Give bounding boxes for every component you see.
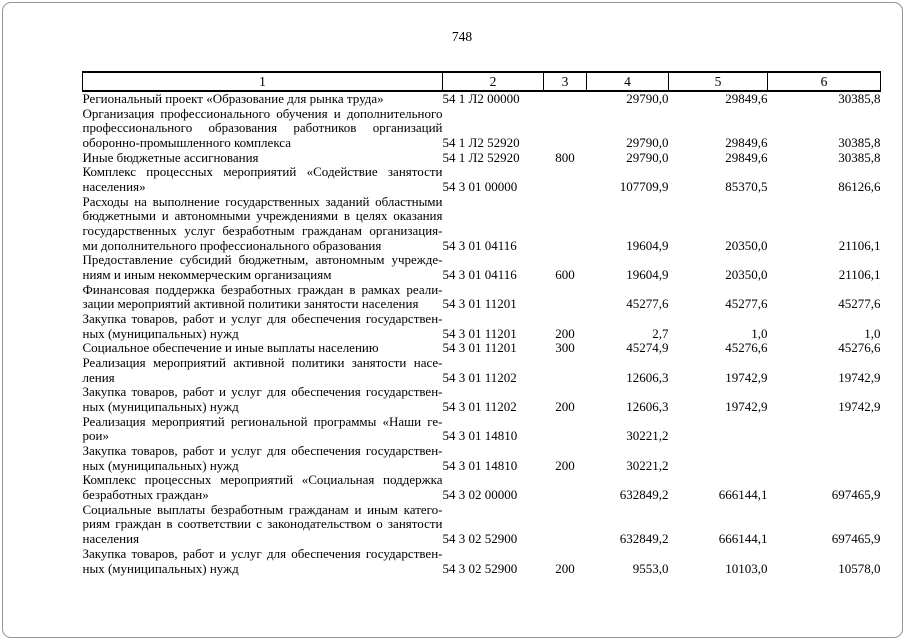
column-header-cell: 4 bbox=[587, 72, 669, 91]
row-amount-year3-cell: 19742,9 bbox=[838, 399, 881, 415]
row-code-cell: 54 3 01 11201 bbox=[442, 325, 517, 341]
row-amount-year1-cell: 2,7 bbox=[652, 325, 669, 341]
row-group-cell: 800 bbox=[555, 149, 575, 165]
row-name-line: Региональный проект «Образование для рынка труда» bbox=[82, 91, 384, 106]
row-code-cell: 54 3 02 00000 bbox=[442, 487, 518, 503]
row-code-cell: 54 3 01 00000 bbox=[442, 179, 518, 195]
row-name-line: ниям и иным некоммерческим организациям bbox=[82, 267, 332, 283]
row-name-line: профессионального образования работников организаций bbox=[82, 120, 443, 136]
row-name-line: Закупка товаров, работ и услуг для обеспечения государствен- bbox=[82, 384, 443, 400]
row-amount-year1-cell: 12606,3 bbox=[626, 399, 669, 415]
table-row bbox=[83, 107, 881, 151]
row-group-cell: 600 bbox=[555, 267, 575, 283]
row-amount-year2-cell: 45276,6 bbox=[725, 340, 768, 356]
table-header bbox=[83, 72, 881, 91]
row-code-cell: 54 3 02 52900 bbox=[442, 531, 518, 547]
table-row bbox=[83, 547, 881, 576]
budget-table bbox=[82, 71, 881, 576]
row-amount-year3-cell bbox=[768, 415, 881, 444]
row-code-cell: 54 3 01 14810 bbox=[442, 457, 518, 473]
row-name-line: Предоставление субсидий бюджетным, автономным учрежде- bbox=[82, 252, 443, 268]
row-amount-year2-cell: 19742,9 bbox=[725, 399, 768, 415]
row-name-line: Комплекс процессных мероприятий «Содействие занятости bbox=[82, 164, 443, 180]
row-name-cell bbox=[83, 503, 443, 547]
row-amount-year1-cell: 45277,6 bbox=[626, 296, 669, 312]
row-amount-year2-cell bbox=[669, 415, 768, 444]
row-group-cell bbox=[544, 165, 587, 194]
row-amount-year2-cell bbox=[669, 444, 768, 473]
row-amount-year1-cell: 19604,9 bbox=[626, 267, 669, 283]
page-number: 748 bbox=[451, 29, 473, 44]
row-name-cell bbox=[83, 415, 443, 444]
table-row bbox=[83, 151, 881, 166]
row-amount-year3-cell: 45277,6 bbox=[838, 296, 881, 312]
row-group-cell: 200 bbox=[555, 325, 575, 341]
row-group-cell bbox=[544, 195, 587, 254]
row-name-line: ных (муниципальных) нужд bbox=[82, 457, 239, 473]
row-code-cell: 54 3 02 52900 bbox=[442, 560, 518, 576]
row-name-line: ных (муниципальных) нужд bbox=[82, 399, 239, 415]
row-name-line: Реализация мероприятий активной политики занятости насе- bbox=[82, 355, 443, 371]
row-amount-year3-cell: 1,0 bbox=[864, 325, 881, 341]
row-name-line: Организация профессионального обучения и дополнительного bbox=[82, 105, 443, 121]
row-group-cell bbox=[544, 91, 587, 107]
row-code-cell: 54 3 01 14810 bbox=[442, 428, 518, 444]
column-header-cell: 3 bbox=[544, 72, 587, 91]
row-amount-year2-cell: 29849,6 bbox=[725, 149, 768, 165]
row-amount-year3-cell: 86126,6 bbox=[838, 179, 881, 195]
row-amount-year2-cell: 10103,0 bbox=[725, 560, 768, 576]
row-name-cell bbox=[83, 341, 443, 356]
row-amount-year1-cell: 19604,9 bbox=[626, 237, 669, 253]
table-row bbox=[83, 473, 881, 502]
row-code-cell: 54 1 Л2 00000 bbox=[442, 91, 520, 106]
row-name-line: зации мероприятий активной политики занятости населения bbox=[82, 296, 419, 312]
row-code-cell: 54 3 01 11202 bbox=[442, 399, 517, 415]
row-amount-year3-cell bbox=[768, 444, 881, 473]
row-name-line: Социальные выплаты безработным гражданам и иным катего- bbox=[82, 501, 443, 517]
row-amount-year3-cell: 697465,9 bbox=[831, 531, 881, 547]
row-amount-year2-cell: 1,0 bbox=[751, 325, 768, 341]
row-name-line: населения bbox=[82, 531, 140, 547]
row-group-cell bbox=[544, 415, 587, 444]
row-name-cell bbox=[83, 107, 443, 151]
row-group-cell bbox=[544, 107, 587, 151]
row-name-line: ми дополнительного профессионального образования bbox=[82, 237, 382, 253]
row-name-cell bbox=[83, 312, 443, 341]
row-name-line: государственных услуг безработным гражданам организация- bbox=[82, 223, 443, 239]
row-amount-year2-cell: 29849,6 bbox=[725, 91, 768, 106]
row-code-cell: 54 3 01 04116 bbox=[442, 237, 517, 253]
table-row bbox=[83, 283, 881, 312]
row-name-line: ных (муниципальных) нужд bbox=[82, 325, 239, 341]
column-header-cell: 6 bbox=[768, 72, 881, 91]
row-amount-year2-cell: 20350,0 bbox=[725, 237, 768, 253]
row-name-line: Расходы на выполнение государственных заданий областными bbox=[82, 193, 443, 209]
row-amount-year1-cell: 29790,0 bbox=[626, 149, 669, 165]
row-amount-year3-cell: 697465,9 bbox=[831, 487, 881, 503]
row-amount-year3-cell: 19742,9 bbox=[838, 369, 881, 385]
row-amount-year1-cell: 30221,2 bbox=[626, 428, 669, 444]
row-amount-year1-cell: 107709,9 bbox=[619, 179, 669, 195]
row-amount-year2-cell: 45277,6 bbox=[725, 296, 768, 312]
row-amount-year3-cell: 30385,8 bbox=[838, 149, 881, 165]
row-name-line: населения» bbox=[82, 179, 146, 195]
row-name-cell bbox=[83, 444, 443, 473]
row-name-cell bbox=[83, 473, 443, 502]
row-code-cell: 54 3 01 11201 bbox=[442, 296, 517, 312]
row-name-line: Финансовая поддержка безработных граждан в рамках реали- bbox=[82, 281, 443, 297]
row-amount-year3-cell: 30385,8 bbox=[838, 135, 881, 151]
row-name-line: ления bbox=[82, 369, 115, 385]
row-amount-year2-cell: 85370,5 bbox=[725, 179, 768, 195]
row-name-line: Закупка товаров, работ и услуг для обеспечения государствен- bbox=[82, 443, 443, 459]
row-name-cell bbox=[83, 165, 443, 194]
table-row bbox=[83, 356, 881, 385]
row-amount-year1-cell: 29790,0 bbox=[626, 91, 669, 106]
table-header-row bbox=[83, 72, 881, 91]
row-amount-year3-cell: 10578,0 bbox=[838, 560, 881, 576]
row-name-line: Реализация мероприятий региональной программы «Наши ге- bbox=[82, 413, 443, 429]
row-name-line: ных (муниципальных) нужд bbox=[82, 560, 239, 576]
row-name-line: бюджетными и автономными учреждениями в целях оказания bbox=[82, 208, 443, 224]
row-code-cell: 54 1 Л2 52920 bbox=[442, 149, 520, 165]
row-amount-year3-cell: 21106,1 bbox=[838, 267, 881, 283]
row-amount-year1-cell: 9553,0 bbox=[632, 560, 669, 576]
row-name-line: рои» bbox=[82, 428, 109, 444]
row-group-cell bbox=[544, 473, 587, 502]
row-name-cell bbox=[83, 253, 443, 282]
row-name-cell bbox=[83, 91, 443, 107]
row-name-line: безработных граждан» bbox=[82, 487, 209, 503]
row-amount-year2-cell: 29849,6 bbox=[725, 135, 768, 151]
row-group-cell: 200 bbox=[555, 399, 575, 415]
table-row bbox=[83, 165, 881, 194]
row-name-line: Социальное обеспечение и иные выплаты населению bbox=[82, 340, 379, 356]
row-name-line: Комплекс процессных мероприятий «Социальная поддержка bbox=[82, 472, 443, 488]
row-amount-year2-cell: 20350,0 bbox=[725, 267, 768, 283]
row-group-cell bbox=[544, 503, 587, 547]
table-row bbox=[83, 91, 881, 107]
column-header-cell: 1 bbox=[83, 72, 443, 91]
table-row bbox=[83, 341, 881, 356]
row-amount-year2-cell: 19742,9 bbox=[725, 369, 768, 385]
row-group-cell bbox=[544, 283, 587, 312]
row-amount-year1-cell: 12606,3 bbox=[626, 369, 669, 385]
row-group-cell bbox=[544, 356, 587, 385]
row-name-line: Иные бюджетные ассигнования bbox=[82, 149, 259, 165]
table-row bbox=[83, 415, 881, 444]
row-name-cell bbox=[83, 547, 443, 576]
row-amount-year1-cell: 632849,2 bbox=[619, 531, 669, 547]
row-amount-year1-cell: 45274,9 bbox=[626, 340, 669, 356]
row-name-cell bbox=[83, 151, 443, 166]
row-amount-year3-cell: 30385,8 bbox=[838, 91, 881, 106]
row-amount-year1-cell: 30221,2 bbox=[626, 457, 669, 473]
row-amount-year2-cell: 666144,1 bbox=[718, 487, 768, 503]
row-amount-year3-cell: 21106,1 bbox=[838, 237, 881, 253]
table-row bbox=[83, 444, 881, 473]
row-name-cell bbox=[83, 356, 443, 385]
row-name-cell bbox=[83, 385, 443, 414]
row-name-line: Закупка товаров, работ и услуг для обеспечения государствен- bbox=[82, 311, 443, 327]
row-amount-year2-cell: 666144,1 bbox=[718, 531, 768, 547]
column-header-cell: 2 bbox=[443, 72, 544, 91]
table-row bbox=[83, 385, 881, 414]
table-row bbox=[83, 312, 881, 341]
table-row bbox=[83, 503, 881, 547]
row-name-cell bbox=[83, 195, 443, 254]
row-code-cell: 54 3 01 11201 bbox=[442, 340, 517, 356]
row-code-cell: 54 1 Л2 52920 bbox=[442, 135, 520, 151]
table-row bbox=[83, 253, 881, 282]
column-header-cell: 5 bbox=[669, 72, 768, 91]
row-group-cell: 300 bbox=[555, 340, 575, 356]
row-amount-year3-cell: 45276,6 bbox=[838, 340, 881, 356]
row-amount-year1-cell: 632849,2 bbox=[619, 487, 669, 503]
row-amount-year1-cell: 29790,0 bbox=[626, 135, 669, 151]
row-code-cell: 54 3 01 04116 bbox=[442, 267, 517, 283]
row-group-cell: 200 bbox=[555, 457, 575, 473]
row-name-line: Закупка товаров, работ и услуг для обеспечения государствен- bbox=[82, 545, 443, 561]
row-name-cell bbox=[83, 283, 443, 312]
row-code-cell: 54 3 01 11202 bbox=[442, 369, 517, 385]
table-row bbox=[83, 195, 881, 254]
row-name-line: риям граждан в соответствии с законодательством о занятости bbox=[82, 516, 443, 532]
row-group-cell: 200 bbox=[555, 560, 575, 576]
row-name-line: оборонно-промышленного комплекса bbox=[82, 135, 292, 151]
table-body bbox=[83, 91, 881, 576]
